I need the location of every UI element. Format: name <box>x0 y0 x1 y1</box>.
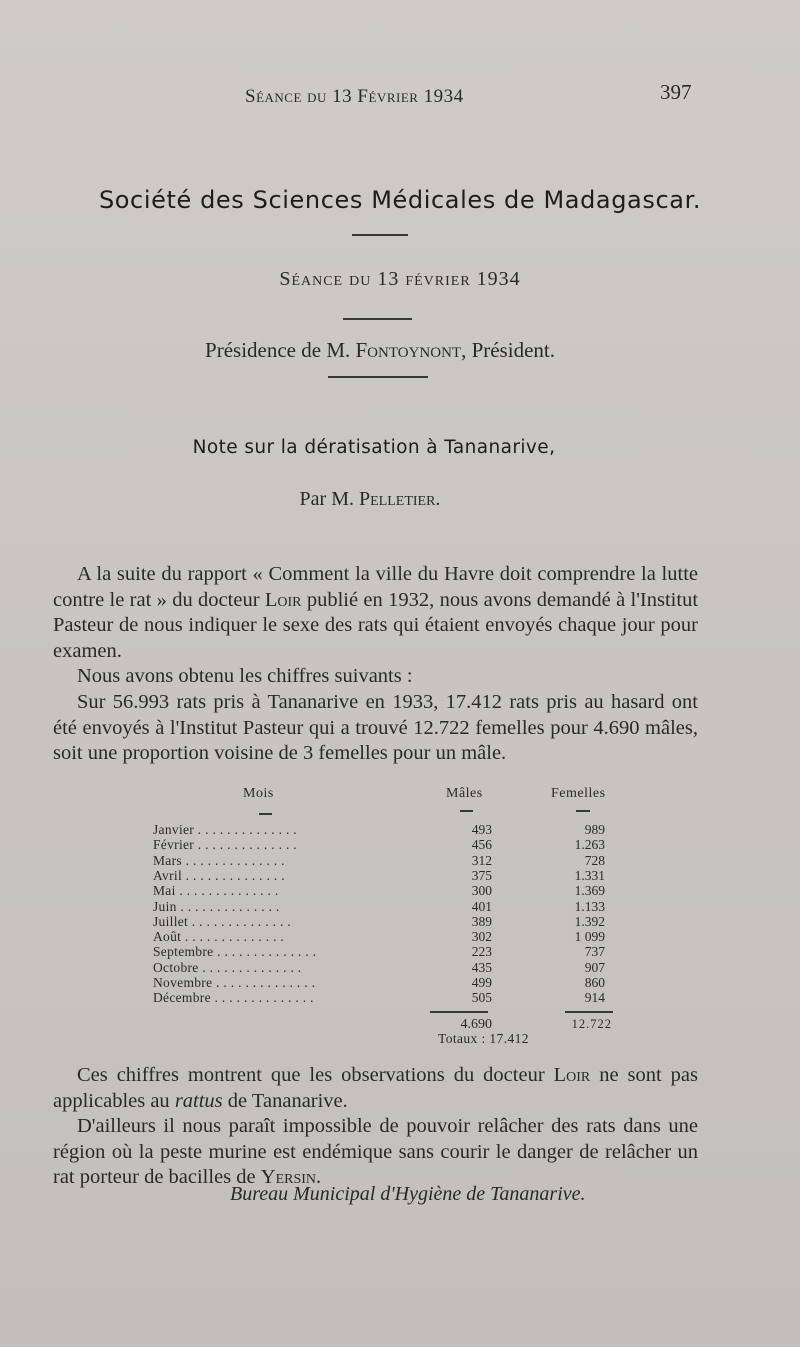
table-cell-femelles: 1.392 <box>574 913 605 929</box>
presidency-prefix: Présidence de M. <box>205 338 351 362</box>
total-femelles: 12.722 <box>571 1017 612 1031</box>
paragraph-1-text-a: A la suite du rapport « Comment la ville du Havre doit comprendre la lutte contre le rat » du docteur <box>53 563 698 611</box>
author-reference: Loir <box>553 1064 591 1086</box>
header-dash <box>259 813 272 815</box>
table-cell-femelles: 1 099 <box>574 929 605 945</box>
table-cell-femelles: 737 <box>584 944 605 960</box>
table-row-month: Décembre . . . . . . . . . . . . . . <box>153 990 314 1006</box>
table-row-month: Juillet . . . . . . . . . . . . . . <box>153 913 291 929</box>
totaux-value: 17.412 <box>489 1031 529 1046</box>
paragraph-3: Sur 56.993 rats pris à Tananarive en 1933, 17.412 rats pris au hasard ont été envoyés à l'Institut Pasteur qui a trouvé 12.722 femelles pour 4.690 mâles, soit une proportion voisine de 3 femelles pour un mâle. <box>53 690 698 765</box>
sum-rule <box>430 1011 488 1013</box>
note-title: Note sur la dératisation à Tananarive, <box>192 437 556 458</box>
presidency-suffix: , Président. <box>461 338 555 362</box>
paragraph-2: Nous avons obtenu les chiffres suivants : <box>77 665 413 688</box>
author-prefix: Par M. <box>299 488 354 510</box>
table-cell-males: 312 <box>471 852 492 868</box>
divider-rule <box>343 318 412 320</box>
table-cell-males: 375 <box>471 867 492 883</box>
totaux-label: Totaux : <box>438 1031 486 1046</box>
header-dash <box>460 810 473 812</box>
table-cell-males: 493 <box>471 822 492 837</box>
paragraph-1 <box>53 562 698 664</box>
header-dash <box>576 810 590 812</box>
column-header-mois: Mois <box>243 786 274 801</box>
table-row-month: Janvier . . . . . . . . . . . . . . <box>153 822 297 837</box>
table-row-month: Juin . . . . . . . . . . . . . . <box>153 898 280 914</box>
session-title: Séance du 13 février 1934 <box>279 268 521 290</box>
table-cell-femelles: 860 <box>584 975 605 990</box>
table-row-month: Octobre . . . . . . . . . . . . . . <box>153 959 302 975</box>
paragraph-4 <box>53 1063 698 1114</box>
table-row-month: Mai . . . . . . . . . . . . . . <box>153 883 279 899</box>
paragraph-5-end: . <box>316 1166 322 1189</box>
signature: Bureau Municipal d'Hygiène de Tananarive. <box>230 1183 586 1205</box>
table-cell-femelles: 914 <box>584 990 605 1006</box>
divider-rule <box>328 376 428 378</box>
table-cell-femelles: 907 <box>584 959 605 975</box>
society-title: Société des Sciences Médicales de Madagascar. <box>98 186 702 214</box>
president-name: Fontoynont <box>355 338 462 362</box>
table-cell-males: 401 <box>471 898 492 914</box>
table-cell-males: 300 <box>471 883 492 899</box>
table-cell-femelles: 1.331 <box>574 867 605 883</box>
total-males: 4.690 <box>460 1017 492 1032</box>
table-row-month: Mars . . . . . . . . . . . . . . <box>153 852 285 868</box>
totaux-line <box>438 1031 529 1047</box>
divider-rule <box>352 234 408 236</box>
table-row-month: Novembre . . . . . . . . . . . . . . <box>153 975 316 990</box>
table-row-month: Septembre . . . . . . . . . . . . . . <box>153 944 317 960</box>
paragraph-1-text-b: publié en 1932, nous avons demandé à l'Institut Pasteur de nous indiquer le sexe des rats qui étaient envoyés chaque jour pour examen. <box>53 588 699 662</box>
paragraph-5-text-a: D'ailleurs il nous paraît impossible de pouvoir relâcher des rats dans une région où la peste murine est endémique sans courir le danger de relâcher un rat porteur de bacilles de <box>53 1115 698 1189</box>
table-cell-femelles: 989 <box>584 822 605 837</box>
table-cell-males: 389 <box>471 913 492 929</box>
paragraph-5 <box>53 1114 698 1191</box>
sum-rule <box>565 1011 613 1013</box>
column-header-femelles: Femelles <box>551 786 606 801</box>
table-cell-femelles: 728 <box>584 852 605 868</box>
table-cell-males: 302 <box>471 929 492 945</box>
table-cell-males: 223 <box>471 944 492 960</box>
page-number: 397 <box>660 80 692 104</box>
table-cell-femelles: 1.263 <box>574 837 605 853</box>
species-name: rattus <box>174 1089 223 1112</box>
author-line <box>0 488 740 511</box>
table-cell-femelles: 1.369 <box>574 883 605 899</box>
presidency-line <box>0 338 760 363</box>
conclusion-text <box>53 1063 698 1191</box>
running-header <box>0 80 800 110</box>
running-title: Séance du 13 Février 1934 <box>245 86 464 107</box>
bacillus-name: Yersin <box>260 1166 317 1189</box>
table-cell-males: 505 <box>471 990 492 1006</box>
table-cell-femelles: 1.133 <box>574 898 605 914</box>
paragraph-4-text-b: ne sont pas applicables au <box>53 1064 699 1112</box>
paragraph-4-text-a: Ces chiffres montrent que les observations du docteur <box>77 1064 545 1086</box>
column-header-males: Mâles <box>446 786 483 801</box>
table-row-month: Février . . . . . . . . . . . . . . <box>153 837 297 853</box>
author-name: Pelletier. <box>359 488 441 510</box>
intro-text <box>53 562 698 767</box>
table-row-month: Août . . . . . . . . . . . . . . <box>153 929 285 945</box>
table-cell-males: 435 <box>471 959 492 975</box>
table-row-month: Avril . . . . . . . . . . . . . . <box>153 867 285 883</box>
table-cell-males: 499 <box>471 975 492 990</box>
author-reference: Loir <box>264 588 302 611</box>
table-cell-males: 456 <box>471 837 492 853</box>
paragraph-4-text-c: de Tananarive. <box>227 1089 348 1112</box>
